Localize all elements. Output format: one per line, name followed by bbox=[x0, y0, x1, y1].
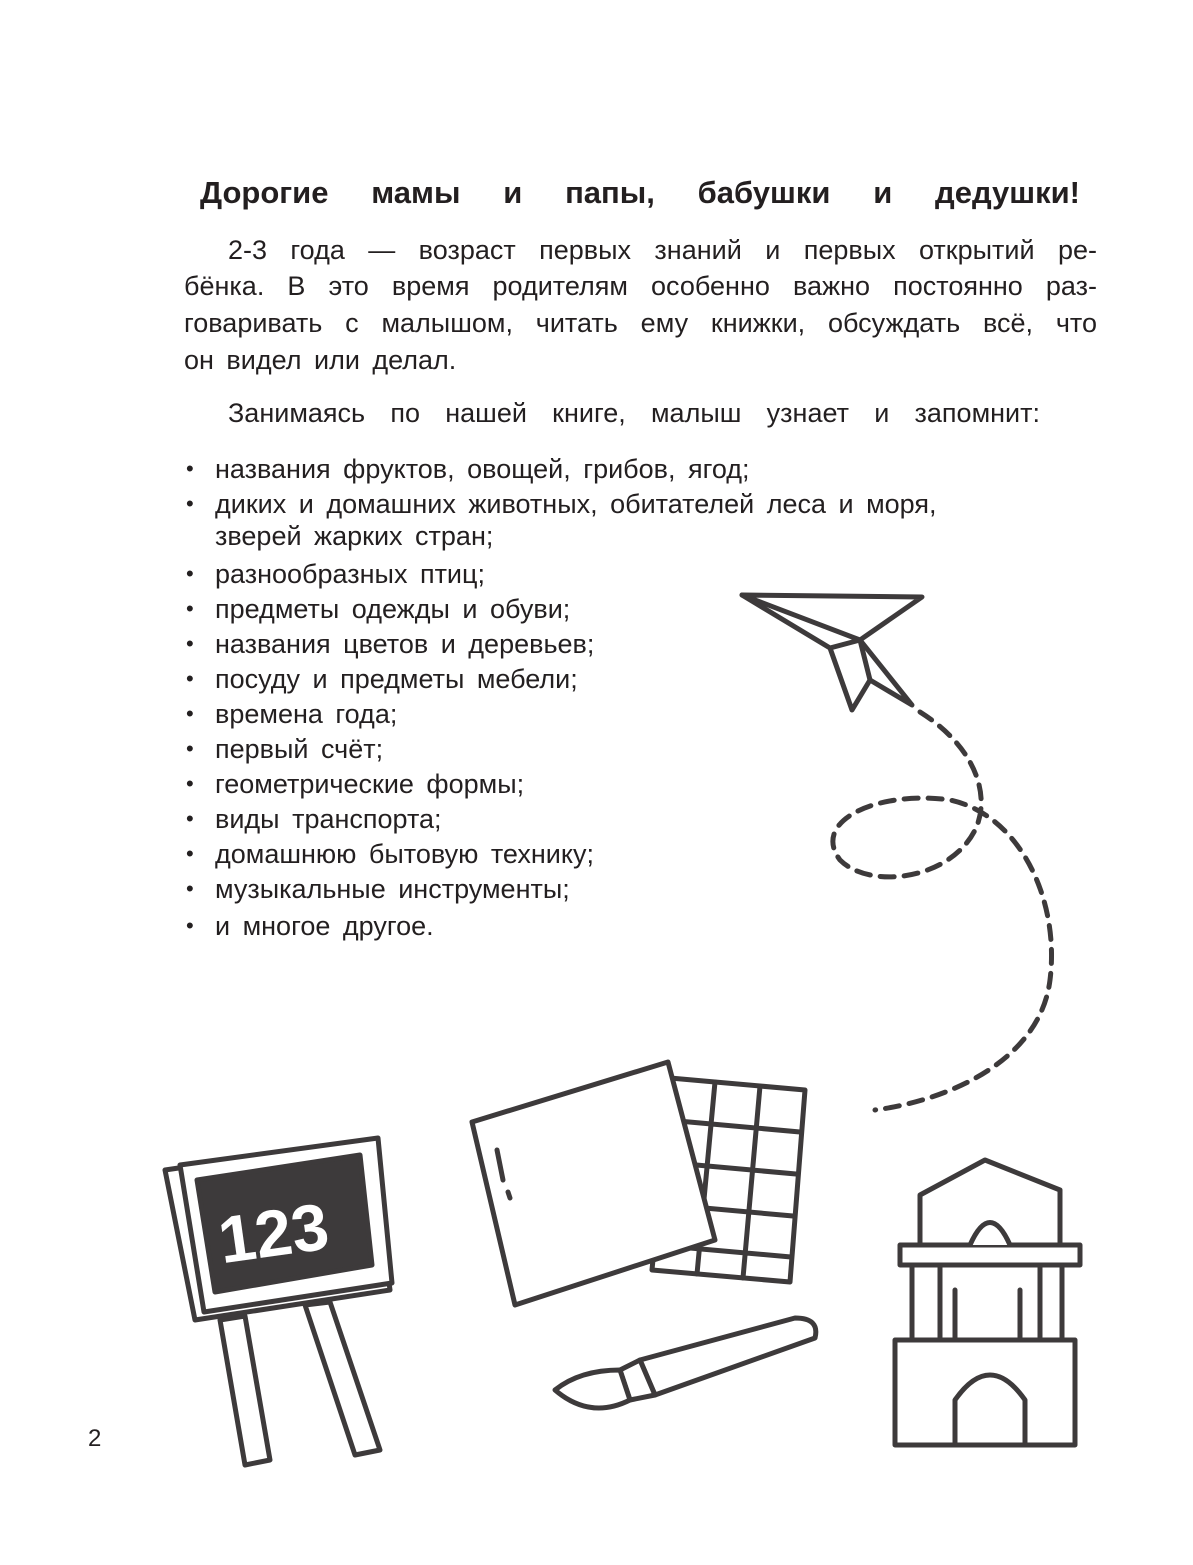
bullet-icon: • bbox=[186, 561, 194, 586]
paragraph-line: он видел или делал. bbox=[184, 345, 457, 375]
list-item-text: геометрические формы; bbox=[215, 769, 525, 799]
list-item-text: времена года; bbox=[215, 699, 398, 729]
list-item-text: посуду и предметы мебели; bbox=[215, 664, 578, 694]
bullet-icon: • bbox=[186, 666, 194, 691]
paragraph-line: 2-3 года — возраст первых знаний и первых открытий ре- bbox=[228, 235, 1097, 265]
bullet-icon: • bbox=[186, 491, 194, 516]
paintbrush-icon bbox=[555, 1318, 816, 1408]
paper-plane-icon bbox=[742, 595, 922, 710]
paragraph-line: бёнка. В это время родителям особенно важно постоянно раз- bbox=[184, 271, 1097, 301]
list-item-text: предметы одежды и обуви; bbox=[215, 594, 571, 624]
bullet-icon: • bbox=[186, 876, 194, 901]
bullet-icon: • bbox=[186, 701, 194, 726]
chalkboard-icon bbox=[165, 1138, 392, 1465]
bullet-icon: • bbox=[186, 771, 194, 796]
bullet-icon: • bbox=[186, 631, 194, 656]
bullet-icon: • bbox=[186, 806, 194, 831]
page-title: Дорогие мамы и папы, бабушки и дедушки! bbox=[200, 175, 1080, 210]
bullet-icon: • bbox=[186, 841, 194, 866]
intro-text: Занимаясь по нашей книге, малыш узнает и запомнит: bbox=[228, 398, 1040, 428]
list-item-text: музыкальные инструменты; bbox=[215, 874, 570, 904]
list-item-continuation: зверей жарких стран; bbox=[215, 521, 494, 551]
list-item-text: виды транспорта; bbox=[215, 804, 442, 834]
list-item-text: диких и домашних животных, обитателей леса и моря, bbox=[215, 489, 937, 519]
paragraph-line: говаривать с малышом, читать ему книжки, обсуждать всё, что bbox=[184, 308, 1097, 338]
list-item-text: названия цветов и деревьев; bbox=[215, 629, 595, 659]
dashed-flight-path bbox=[833, 712, 1052, 1110]
toy-blocks-icon bbox=[895, 1160, 1080, 1445]
list-item-text: названия фруктов, овощей, грибов, ягод; bbox=[215, 454, 750, 484]
bullet-icon: • bbox=[186, 736, 194, 761]
page-number: 2 bbox=[88, 1425, 102, 1452]
bullet-icon: • bbox=[186, 596, 194, 621]
list-item-text: и многое другое. bbox=[215, 911, 434, 941]
list-item-text: домашнюю бытовую технику; bbox=[215, 839, 594, 869]
bullet-icon: • bbox=[186, 456, 194, 481]
chalkboard-text: 123 bbox=[213, 1188, 334, 1278]
list-item-text: первый счёт; bbox=[215, 734, 384, 764]
bullet-icon: • bbox=[186, 913, 194, 938]
list-item-text: разнообразных птиц; bbox=[215, 559, 485, 589]
